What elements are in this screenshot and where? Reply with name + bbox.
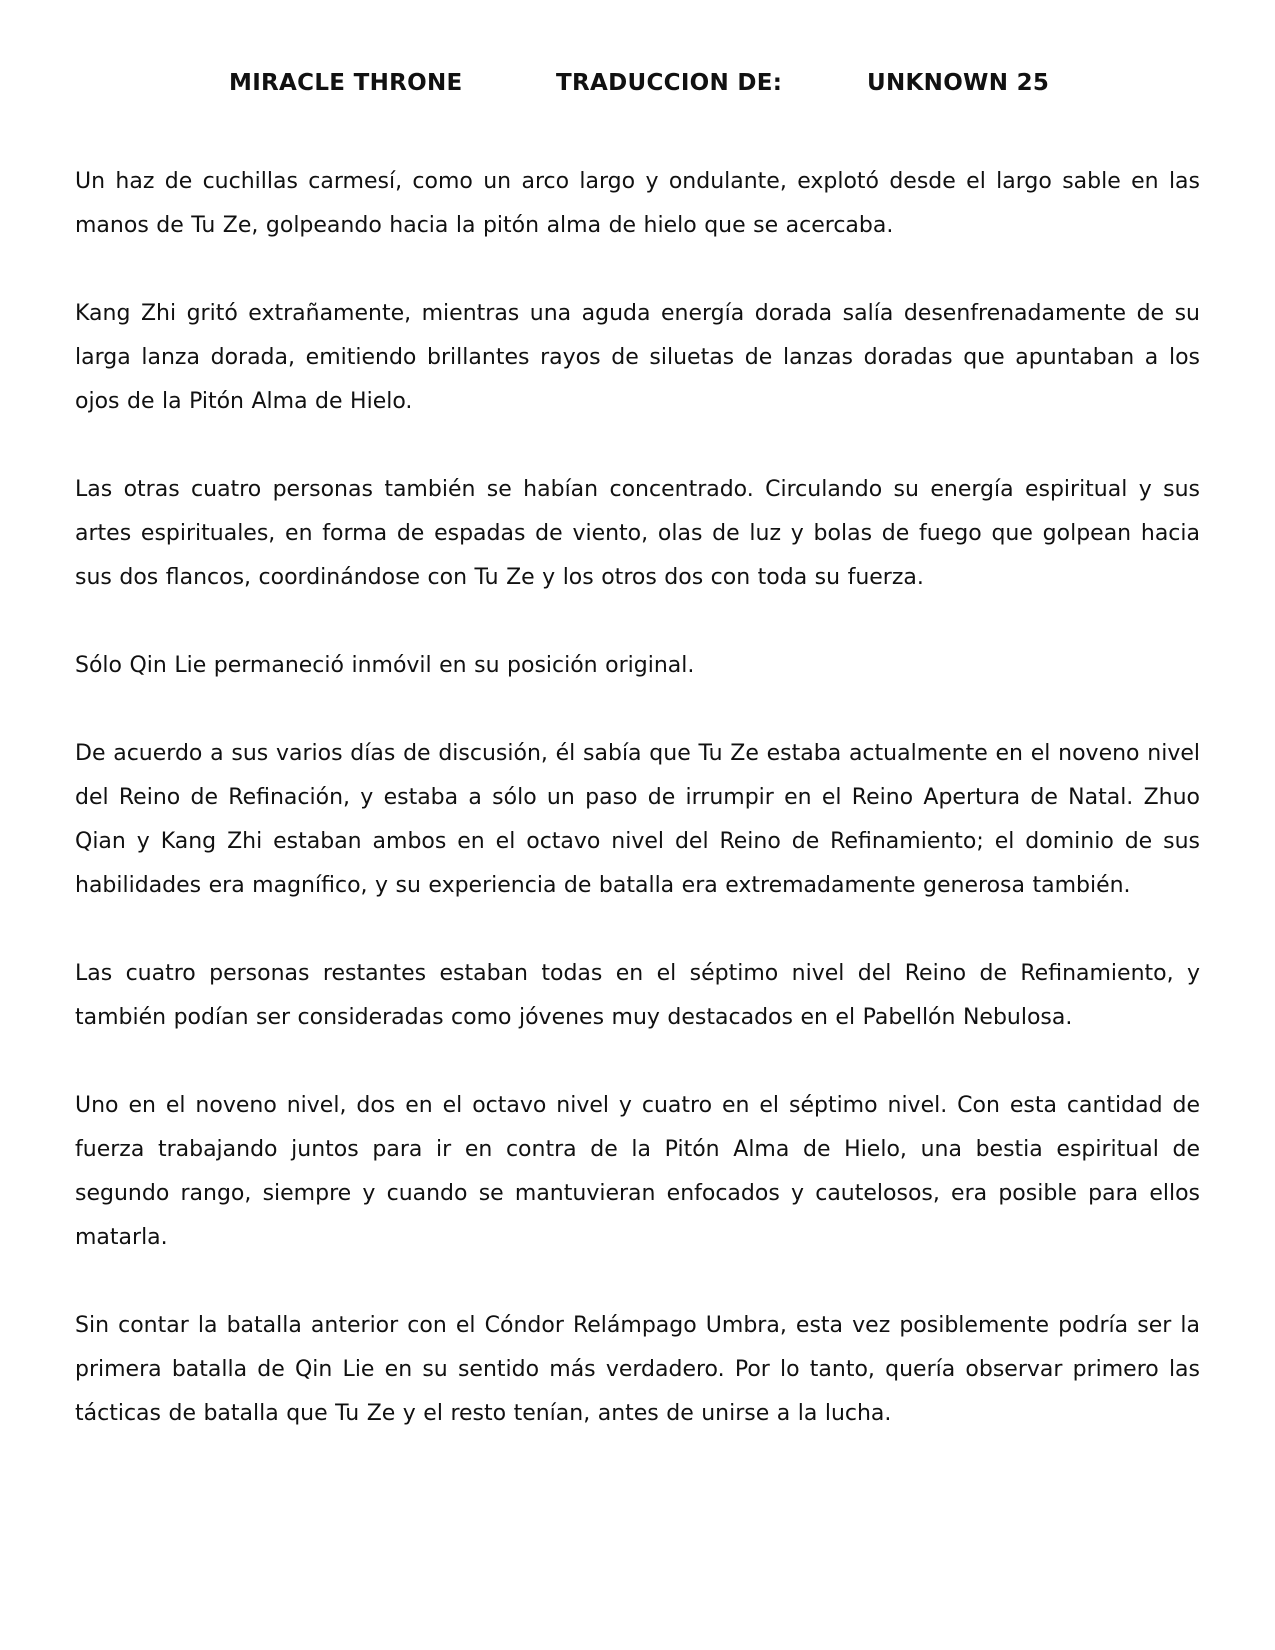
chapter-body [75,160,1200,1480]
paragraph: Sin contar la batalla anterior con el Cóndor Relámpago Umbra, esta vez posiblemente podría ser la primera batalla de Qin Lie en su sentido más verdadero. Por lo tanto, quería observar primero las tácticas de batalla que Tu Ze y el resto tenían, antes de unirse a la lucha. [75,1313,1200,1426]
paragraph: Un haz de cuchillas carmesí, como un arco largo y ondulante, explotó desde el largo sable en las manos de Tu Ze, golpeando hacia la pitón alma de hielo que se acercaba. [75,169,1200,238]
paragraph: De acuerdo a sus varios días de discusión, él sabía que Tu Ze estaba actualmente en el noveno nivel del Reino de Refinación, y estaba a sólo un paso de irrumpir en el Reino Apertura de Natal. Zhuo Qian y Kang Zhi estaban ambos en el octavo nivel del Reino de Refinamiento; el dominio de sus habilidades era magnífico, y su experiencia de batalla era extremadamente generosa también. [75,741,1200,898]
translator-name: UNKNOWN 25 [867,70,1050,96]
paragraph: Uno en el noveno nivel, dos en el octavo nivel y cuatro en el séptimo nivel. Con esta cantidad de fuerza trabajando juntos para ir en contra de la Pitón Alma de Hielo, una bestia espiritual de segundo rango, siempre y cuando se mantuvieran enfocados y cautelosos, era posible para ellos matarla. [75,1093,1200,1250]
paragraph: Sólo Qin Lie permaneció inmóvil en su posición original. [75,653,695,678]
page-header [0,70,1275,102]
paragraph: Las cuatro personas restantes estaban todas en el séptimo nivel del Reino de Refinamiento, y también podían ser consideradas como jóvenes muy destacados en el Pabellón Nebulosa. [75,961,1200,1030]
paragraph: Las otras cuatro personas también se habían concentrado. Circulando su energía espiritual y sus artes espirituales, en forma de espadas de viento, olas de luz y bolas de fuego que golpean hacia sus dos flancos, coordinándose con Tu Ze y los otros dos con toda su fuerza. [75,477,1200,590]
novel-title: MIRACLE THRONE [229,70,463,96]
paragraph: Kang Zhi gritó extrañamente, mientras una aguda energía dorada salía desenfrenadamente de su larga lanza dorada, emitiendo brillantes rayos de siluetas de lanzas doradas que apuntaban a los ojos de la Pitón Alma de Hielo. [75,301,1200,414]
translation-label: TRADUCCION DE: [556,70,783,96]
